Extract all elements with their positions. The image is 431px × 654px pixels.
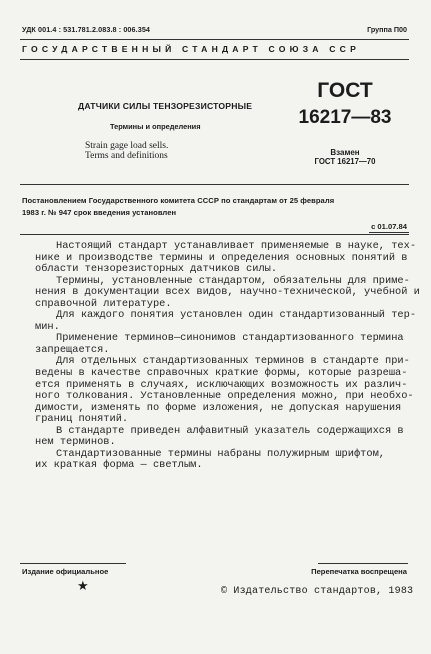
gost-label: ГОСТ [317,79,373,102]
body-line: ведены в качестве справочных краткие формы, которые разреша- [35,367,408,380]
body-line: Настоящий стандарт устанавливает применяемые в науке, тех- [56,240,417,252]
body-line: справочной литературе. [35,297,172,310]
standard-title-en-line2: Terms and definitions [85,151,168,161]
copyright: © Издательство стандартов, 1983 [221,586,414,597]
body-text [35,240,420,472]
body-line: Применение терминов—синонимов стандартизованного термина [56,332,404,345]
standard-title-en-line1: Strain gage load sells. [85,141,169,151]
group-code: Группа П00 [367,25,407,34]
decree-top-rule [20,184,409,185]
gost-number: 16217—83 [298,107,392,128]
body-line: нем терминов. [35,436,116,449]
body-line: Для каждого понятия установлен один стандартизованный тер- [56,309,417,322]
replaces-value: ГОСТ 16217—70 [314,157,376,166]
top-rule [20,39,409,40]
body-line: В стандарте приведен алфавитный указатель содержащихся в [56,424,404,437]
official-edition-rule [20,563,126,564]
body-line: Для отдельных стандартизованных терминов в стандарте при- [56,355,410,368]
body-line: нике и производстве термины и определения основных понятий в [35,251,408,264]
effective-date: с 01.07.84 [371,222,407,231]
body-line: димости, изменять по форме изложения, не допуская нарушения [35,401,402,414]
standard-subtitle-ru: Термины и определения [110,122,201,131]
replaces-label: Взамен [330,148,360,157]
body-line: запрещается. [35,343,110,356]
standard-title-ru: ДАТЧИКИ СИЛЫ ТЕНЗОРЕЗИСТОРНЫЕ [78,101,253,111]
decree-line-1: Постановлением Государственного комитета СССР по стандартам от 25 февраля [22,196,335,205]
body-line: границ понятий. [35,413,129,426]
official-edition: Издание официальное [22,567,109,576]
effective-date-underline [369,232,409,233]
star-icon: ★ [77,578,89,593]
body-line: Стандартизованные термины набраны полужирным шрифтом, [56,447,385,460]
decree-bottom-rule [20,234,409,235]
decree-line-2: 1983 г. № 947 срок введения установлен [22,207,177,217]
body-line: ется применять в случаях, исключающих возможность их различ- [35,378,408,391]
body-line: ного толкования. Установленные определения можно, при необхо- [35,390,414,403]
udk-code: УДК 001.4 : 531.781.2.083.8 : 006.354 [22,25,151,34]
banner-rule [20,59,409,60]
reprint-rule [318,563,408,564]
body-line: области тензорезисторных датчиков силы. [35,263,278,276]
standard-banner: ГОСУДАРСТВЕННЫЙ СТАНДАРТ СОЮЗА ССР [22,44,361,54]
reprint-prohibited: Перепечатка воспрещена [311,567,407,576]
body-line: мин. [35,320,60,333]
body-line: Термины, установленные стандартом, обязательны для приме- [56,274,410,287]
body-line: нения в документации всех видов, научно-технической, учебной и [35,286,420,299]
body-line: их краткая форма — светлым. [35,459,203,472]
decree-text [22,195,409,218]
